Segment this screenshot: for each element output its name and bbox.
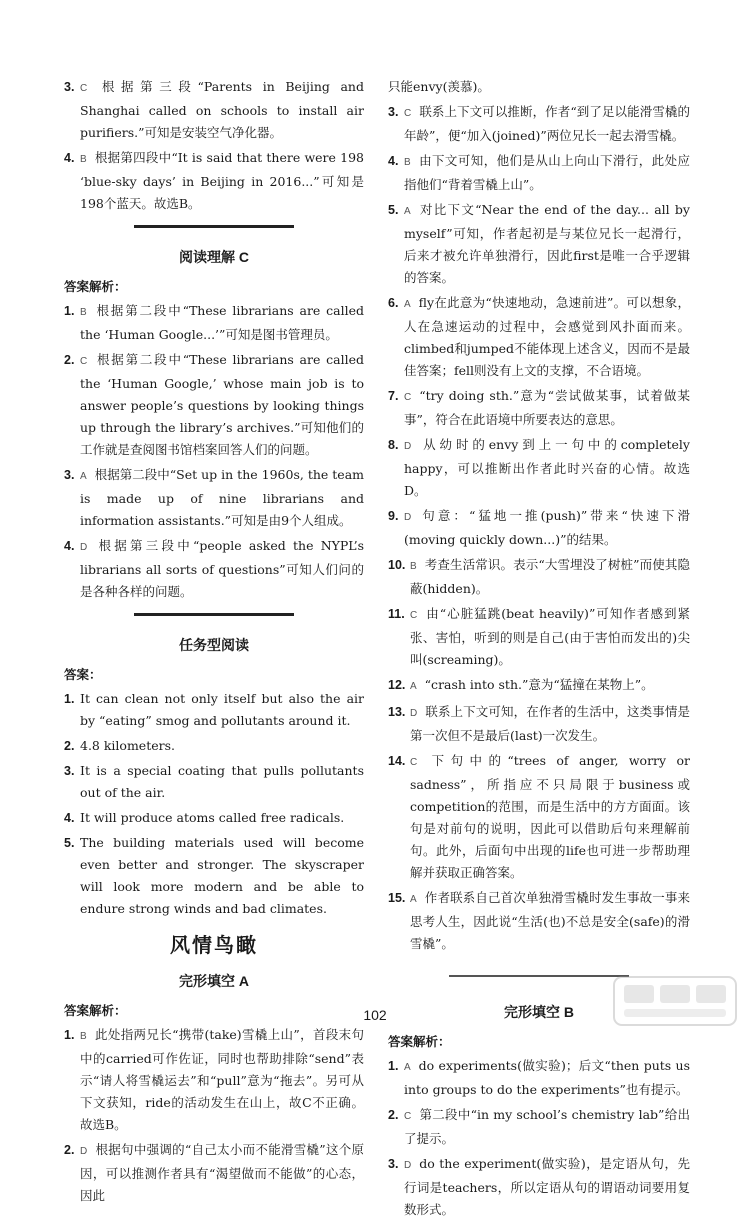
chapter-title: 风情鸟瞰: [170, 933, 258, 957]
list-item: 1. It can clean not only itself but also the air by “eating” smog and pollutants around it.: [64, 691, 364, 728]
list-item: 5. The building materials used will become even better and stronger. The skyscraper will look more modern and be able to endure strong winds and bad climates.: [64, 835, 364, 916]
list-item: 3. D do the experiment(做实验)，是定语从句，先行词是teachers，所以定语从句的谓语动词要用复数形式。: [388, 1156, 690, 1217]
list-item: 3. C 根据第三段“Parents in Beijing and Shanghai called on schools to install air purifiers.”可知是安装空气净化器。: [64, 79, 364, 140]
list-item: 8. D 从幼时的envy到上一句中的completely happy，可以推断出作者此时兴奋的心情。故选D。: [388, 437, 690, 498]
list-item: 14. C 下句中的“trees of anger, worry or sadness”，所指应不只局限于business或competition的范围，而是生活中的方方面面。该句是对前句的说明，因此可以借助后句来理解前句。此外，后面句中出现的life也可进一步帮助理解并获取正确答案。: [388, 753, 690, 880]
list-item: 1. B 此处指两兄长“携带(take)雪橇上山”，首段末句中的carried可作佐证，同时也帮助排除“send”表示“请人将雪橇运去”和“pull”意为“拖去”。另可从下文获知，ride的活动发生在山上，故C不正确。故选B。: [64, 1027, 364, 1132]
list-item: 5. A 对比下文“Near the end of the day... all by myself”可知，作者起初是与某位兄长一起滑行，后来才被允许单独滑行，因此first是唯一合乎逻辑的答案。: [388, 202, 690, 285]
list-item: 12. A “crash into sth.”意为“猛撞在某物上”。: [388, 677, 654, 692]
list-item: 9. D 句意：“猛地一推(push)”带来“快速下滑(moving quickly down...)”的结果。: [388, 508, 690, 547]
left-column: [64, 76, 364, 1210]
section-divider: [449, 975, 629, 977]
list-item: 1. B 根据第二段中“These librarians are called the ‘Human Google...’”可知是图书管理员。: [64, 303, 364, 342]
section-divider: [134, 225, 294, 228]
right-column: [388, 76, 690, 1224]
continued-line: 只能envy(羡慕)。: [388, 79, 490, 94]
answer-label: 答案：: [64, 668, 102, 682]
list-item: 13. D 联系上下文可知，在作者的生活中，这类事情是第一次但不是最后(last)一次发生。: [388, 704, 690, 743]
list-item: 3. It is a special coating that pulls pollutants out of the air.: [64, 763, 364, 800]
section-title-cloze-a: 完形填空 A: [179, 973, 249, 989]
list-item: 15. A 作者联系自己首次单独滑雪橇时发生事故一事来思考人生，因此说“生活(也)不总是安全(safe)的滑雪橇”。: [388, 890, 690, 951]
section-title-task-reading: 任务型阅读: [179, 637, 249, 653]
list-item: 6. A fly在此意为“快速地动，急速前进”。可以想象，人在急速运动的过程中，会感觉到风扑面而来。climbed和jumped不能体现上述含义，因而不是最佳答案；fell则没有上文的支撑，不合语境。: [388, 295, 690, 378]
list-item: 4. B 由下文可知，他们是从山上向山下滑行，此处应指他们“背着雪橇上山”。: [388, 153, 690, 192]
section-title-cloze-b: 完形填空 B: [504, 1004, 574, 1020]
list-item: 10. B 考查生活常识。表示“大雪埋没了树桩”而使其隐蔽(hidden)。: [388, 557, 690, 596]
section-title-reading-c: 阅读理解 C: [179, 249, 249, 265]
list-item: 1. A do experiments(做实验)；后文“then puts us into groups to do the experiments”也有提示。: [388, 1058, 690, 1097]
list-item: 7. C “try doing sth.”意为“尝试做某事，试着做某事”，符合在此语境中所要表达的意思。: [388, 388, 690, 427]
list-item: 4. D 根据第三段中“people asked the NYPL’s librarians all sorts of questions”可知人们问的是各种各样的问题。: [64, 538, 364, 599]
list-item: 3. A 根据第二段中“Set up in the 1960s, the team is made up of nine librarians and information assistants.”可知是由9个人组成。: [64, 467, 364, 528]
answer-label: 答案解析：: [64, 1004, 127, 1018]
list-item: 4. It will produce atoms called free radicals.: [64, 810, 345, 825]
list-item: 2. C 第二段中“in my school’s chemistry lab”给出了提示。: [388, 1107, 690, 1146]
list-item: 2. 4.8 kilometers.: [64, 738, 175, 753]
watermark-logo: [610, 971, 740, 1031]
list-item: 2. C 根据第二段中“These librarians are called the ‘Human Google,’ whose main job is to answer people’s questions by looking things up through the library’s archives.”可知他们的工作就是查阅图书馆档案回答人们的问题。: [64, 352, 364, 457]
answer-label: 答案解析：: [388, 1035, 451, 1049]
list-item: 2. D 根据句中强调的“自己太小而不能滑雪橇”这个原因，可以推测作者具有“渴望做而不能做”的心态，因此: [64, 1142, 364, 1203]
list-item: 3. C 联系上下文可以推断，作者“到了足以能滑雪橇的年龄”，便“加入(joined)”两位兄长一起去滑雪橇。: [388, 104, 690, 143]
answer-label: 答案解析：: [64, 280, 127, 294]
list-item: 4. B 根据第四段中“It is said that there were 198 ‘blue-sky days’ in Beijing in 2016...”可知是198个蓝天。故选B。: [64, 150, 364, 211]
page-number: 102: [363, 1007, 387, 1023]
list-item: 11. C 由“心脏猛跳(beat heavily)”可知作者感到紧张、害怕，听到的则是自己(由于害怕而发出的)尖叫(screaming)。: [388, 606, 690, 667]
section-divider: [134, 613, 294, 616]
